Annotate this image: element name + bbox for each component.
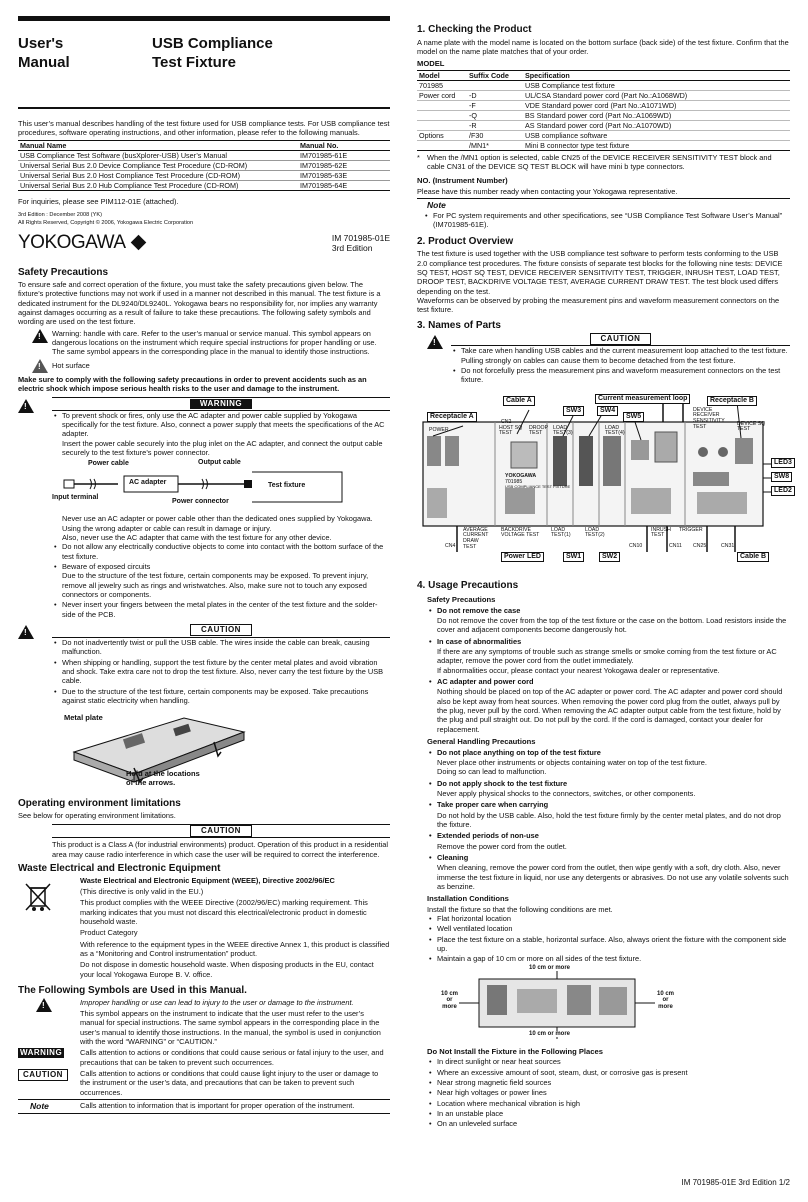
list-item-heading: • Do not apply shock to the test fixture <box>427 779 790 788</box>
table-cell: UL/CSA Standard power cord (Part No.:A1068WD) <box>523 90 790 100</box>
table-row <box>417 100 790 110</box>
overview-text: The test fixture is used together with the USB compliance test software to perform tests conforming to the USB 2.0 compliance test procedures. The fixture consists of separate test blocks for the following nine tests: DEVICE SQ TEST, HOST SQ TEST, DEVICE RECEIVER SENSITIVITY TEST, TRIGGER, INRUSH TEST, LOAD TEST, DROOP TEST, BACKDRIVE VOLTAGE TEST, AVERAGE CURRENT DRAW TEST. The test block used differs depending on the test. <box>417 249 783 296</box>
weee-subtitle: Waste Electrical and Electronic Equipment (WEEE), Directive 2002/96/EC <box>80 875 335 885</box>
table-cell: BS Standard power cord (Part No.:A1069WD) <box>523 110 790 120</box>
table-cell: Universal Serial Bus 2.0 Hub Compliance Test Procedure (CD-ROM) <box>18 181 298 191</box>
usage-sp-title: Safety Precautions <box>427 595 496 605</box>
table-cell <box>417 120 467 130</box>
warning-triangle-icon <box>32 329 48 343</box>
table-cell: /MN1* <box>467 140 523 150</box>
callout-cable-a: Cable A <box>503 396 535 407</box>
weee-block <box>18 876 390 981</box>
ic-intro: Install the fixture so that the following conditions are met. <box>427 904 613 914</box>
usage-dn-list <box>427 1057 790 1128</box>
safety-symbol2 <box>32 359 390 375</box>
list-item-text: Nothing should be placed on top of the AC adapter or power cord. The AC adapter and power cord should also be kept away from heat sources. When removing the power cord plug from the outlet, always pull by the plug, never pull by the cord. When removing the AC adapter output cable from the test fixture, hold by the plug and pull straight out. Do not pull by the cord. If the cord is damaged, contact your dealer for replacement. <box>437 687 783 734</box>
hot-surface-icon <box>32 359 48 373</box>
table-cell: USB Compliance test fixture <box>523 80 790 90</box>
board-brand: YOKOGAWA <box>505 472 537 479</box>
callout-power-led: Power LED <box>501 552 544 563</box>
weee-p2: This product complies with the WEEE Directive (2002/96/EC) marking requirement. This marking indicates that you must not discard this electrical/electronic product in domestic household waste. <box>80 898 368 926</box>
clearance-drawing <box>457 965 657 1041</box>
list-item-text: Do not hold by the USB cable. Also, hold the test fixture firmly by the center metal plates, and do not drop the fixture. <box>437 810 781 829</box>
list-item-heading: • In case of abnormalities <box>427 637 790 646</box>
table-cell: Options <box>417 130 467 140</box>
usage-ic-title: Installation Conditions <box>427 894 509 904</box>
usage-ic-list <box>427 905 790 964</box>
warning-triangle-icon <box>427 335 443 349</box>
board-label-cn11: CN11 <box>669 542 682 549</box>
table-cell: IM701985-62E <box>298 161 390 171</box>
list-item-text: Do not remove the cover from the top of the test fixture or the case on the bottom. Load resistors inside the cover and adjacent components become dangerously hot. <box>437 616 787 635</box>
list-item: • Do not forcefully press the measurement pins and waveform measurement connectors on the test fixture. <box>451 366 790 385</box>
list-item-heading: • Extended periods of non-use <box>427 831 790 840</box>
warning-triangle-icon <box>18 399 34 413</box>
note-box <box>417 198 790 229</box>
table-cell: USB Compliance Test Software (busXplorer-USB) User’s Manual <box>18 151 298 161</box>
table-cell: Universal Serial Bus 2.0 Host Compliance Test Procedure (CD-ROM) <box>18 171 298 181</box>
gap-left-2: or <box>446 997 453 1004</box>
warning-p1b: Insert the power cable securely into the plug inlet on the AC adapter, and connect the output cable securely to the test fixture’s power connector. <box>62 438 383 458</box>
callout-sw4: SW4 <box>597 406 618 417</box>
list-item: • Take care when handling USB cables and the current measurement loop attached to the test fixture. Pulling strongly on cables can cause them to become detached from the test fixture. <box>451 346 790 365</box>
right-column <box>417 24 790 1130</box>
symbol-text: This symbol appears on the instrument to indicate that the user must refer to the user’s manual for special instructions. The same symbol appears in the corresponding place in the user’s manual to identify those instructions. In the manual, the symbol is used in conjunction with the word “WARNING” or “CAUTION.” <box>80 1008 381 1046</box>
checking-intro: A name plate with the model name is located on the bottom surface (back side) of the test fixture. Confirm that the model on the name plate matches that of your order. <box>417 37 789 56</box>
list-item: • Where an excessive amount of soot, steam, dust, or corrosive gas is present <box>427 1068 790 1077</box>
list-item: • Do not inadvertently twist or pull the USB cable. The wires inside the cable can break, causing malfunction. <box>52 638 390 657</box>
callout-cable-b: Cable B <box>737 552 769 563</box>
manuals-header-name: Manual Name <box>18 141 298 151</box>
usage-dn-title: Do Not Install the Fixture in the Following Places <box>427 1046 603 1056</box>
list-item: • When shipping or handling, support the test fixture by the center metal plates and avoid vibration and shock. Take extra care not to drop the test fixture. Also, never carry the test fixture by the USB cable. <box>52 658 390 686</box>
symbol1-text: Warning: handle with care. Refer to the user’s manual or service manual. This symbol appears on dangerous locations on the instrument which require special instructions for proper handling or use. The same symbol appears in the corresponding place in the manual to identify those instructions. <box>52 328 377 357</box>
board-label-load1: LOAD TEST(1) <box>551 526 571 539</box>
table-row <box>18 161 390 171</box>
table-cell: AS Standard power cord (Part No.:A1070WD) <box>523 120 790 130</box>
callout-led2: LED2 <box>771 486 795 497</box>
yokogawa-logo <box>18 231 144 255</box>
warning-p2b: Also, never use the AC adapter that came with the test fixture for any other device. <box>62 533 332 543</box>
list-item: • Do not allow any electrically conductive objects to come into contact with the bottom surface of the test fixture. <box>52 542 390 561</box>
intro-text: This user’s manual describes handling of the test fixture used for USB compliance tests. For USB compliance test procedures, software operating instructions, and other information, please refer to the following manuals. <box>18 118 390 137</box>
weee-p1: (This directive is only valid in the EU.) <box>80 887 204 896</box>
board-label-trigger: TRIGGER <box>679 526 703 533</box>
safety-symbol1 <box>32 329 390 359</box>
symbol2-text: Hot surface <box>52 361 90 371</box>
callout-sw5: SW5 <box>623 412 644 423</box>
gap-right-3: more <box>658 1003 673 1010</box>
manual-title-line1: User's <box>18 35 64 52</box>
gap-right <box>657 991 674 1011</box>
warning-label: WARNING <box>190 399 252 409</box>
manual-title-line2: Manual <box>18 53 70 71</box>
table-row <box>417 80 790 90</box>
title-rule <box>18 107 390 109</box>
weee-p3: Product Category <box>80 928 138 938</box>
output-cable-label: Output cable <box>198 459 241 467</box>
table-row <box>18 151 390 161</box>
test-fixture-label: Test fixture <box>268 482 306 490</box>
table-cell: Universal Serial Bus 2.0 Device Compliance Test Procedure (CD-ROM) <box>18 161 298 171</box>
warning-text: Calls attention to actions or conditions that could cause serious or fatal injury to the user, and precautions that can be taken to prevent such occurrences. <box>80 1048 384 1067</box>
crossed-bin-icon <box>24 882 52 914</box>
safety-intro: To ensure safe and correct operation of the fixture, you must take the safety precautions given below. The fixture’s protective functions may not work if used in a manner not described in this manual. The test fixture is a dedicated instrument for the DL9240/DL9240L. Yokogawa bears no responsibility for, nor implies any warranty against damages occurring as a result of failure to take these precautions. The following safety symbols and wording are used on the test fixture. <box>18 280 381 327</box>
warning-block <box>18 397 390 620</box>
table-cell: IM701985-61E <box>298 151 390 161</box>
board-model: 701985 <box>505 478 523 485</box>
usage-gh-list <box>427 748 790 892</box>
table-row <box>417 140 790 150</box>
table-row <box>18 181 390 191</box>
board-label-cn10: CN10 <box>629 542 643 549</box>
board-label-load2: LOAD TEST(2) <box>585 526 605 539</box>
list-item: • Due to the structure of the test fixture, certain components may be exposed. Take precautions against static electricity when handling. <box>52 687 390 706</box>
table-row <box>417 130 790 140</box>
gap-top: 10 cm or more <box>529 964 571 971</box>
safety-title: Safety Precautions <box>18 266 109 278</box>
usage-title: 4. Usage Precautions <box>417 579 519 591</box>
board-label-load4: LOAD TEST(4) <box>605 424 625 437</box>
footnote: * When the /MN1 option is selected, cable CN25 of the DEVICE RECEIVER SENSITIVITY TEST block and cable CN31 of the DEVICE SQ TEST BLOCK will have mini b type connectors. <box>417 153 790 174</box>
copyright: All Rights Reserved, Copyright © 2006, Yokogawa Electric Corporation <box>18 219 194 226</box>
list-item-heading: • Cleaning <box>427 853 790 862</box>
doc-title-line2: Test Fixture <box>152 53 236 71</box>
env-sub: See below for operating environment limitations. <box>18 811 176 821</box>
names-caution <box>417 333 790 385</box>
symbol-row <box>18 1048 390 1069</box>
logo-text: YOKOGAWA <box>18 231 126 253</box>
list-item-heading: • Do not place anything on top of the test fixture <box>427 748 790 757</box>
table-row <box>417 90 790 100</box>
weee-title: Waste Electrical and Electronic Equipment <box>18 863 221 875</box>
list-item-heading: • Take proper care when carrying <box>427 800 790 809</box>
table-cell: -R <box>467 120 523 130</box>
weee-p4: With reference to the equipment types in the WEEE directive Annex 1, this product is classified as a “Monitoring and Control instrumentation” product. <box>80 939 390 958</box>
list-item: • Place the test fixture on a stable, horizontal surface. Also, always orient the fixture with the component side up. <box>427 935 790 954</box>
board-label-cn4: CN4 <box>445 542 456 549</box>
edition-note: 3rd Edition : December 2008 (YK) <box>18 212 102 219</box>
clearance-diagram <box>427 965 790 1041</box>
list-item: • Flat horizontal location <box>427 914 790 923</box>
usage-gh-title: General Handling Precautions <box>427 737 536 747</box>
title-block <box>18 35 390 87</box>
env-title: Operating environment limitations <box>18 798 181 810</box>
model-label: MODEL <box>417 59 445 69</box>
callout-sw8: SW8 <box>771 472 792 483</box>
top-rule <box>18 16 390 21</box>
input-terminal-label: Input terminal <box>52 494 99 502</box>
logo-row <box>18 231 390 255</box>
warning-p1: To prevent shock or fires, only use the AC adapter and power cable supplied by Yokogawa specifically for the test fixture. Also, connect a power supply that meets the specifications of the AC adapter. <box>62 410 385 439</box>
gap-left-3: more <box>442 1003 457 1010</box>
symbol-italic: Improper handling or use can lead to injury to the user or damage to the instrument. <box>80 997 354 1007</box>
hold-line1: Hold at the locations <box>126 769 200 779</box>
safety-bold-note: Make sure to comply with the following safety precautions in order to prevent accidents such as an electric shock which impose serious health risks to the user and damage to the instrument. <box>18 375 367 394</box>
board-label-drst: DEVICE RECEIVER SENSITIVITY TEST <box>693 406 725 430</box>
manuals-table <box>18 140 390 191</box>
list-item-text: If abnormalities occur, please contact your nearest Yokogawa dealer or representative. <box>437 665 720 675</box>
callout-sw2: SW2 <box>599 552 620 563</box>
list-item <box>52 411 390 458</box>
board-label-dsq: DEVICE SQ TEST <box>737 420 766 433</box>
model-header: Model <box>417 70 467 80</box>
hold-line2: of the arrows. <box>126 778 176 788</box>
doc-number: IM 701985-01E <box>331 232 390 243</box>
table-cell <box>417 140 467 150</box>
warning-p4: Beware of exposed circuits <box>62 562 151 572</box>
power-connection-diagram <box>52 458 390 514</box>
table-row <box>18 171 390 181</box>
table-cell: USB compliance software <box>523 130 790 140</box>
table-cell: Mini B connector type test fixture <box>523 140 790 150</box>
symbols-title: The Following Symbols are Used in this Manual. <box>18 984 247 996</box>
no-title: NO. (Instrument Number) <box>417 176 508 186</box>
table-cell <box>417 100 467 110</box>
board-label-inrush: INRUSH TEST <box>651 526 671 539</box>
suffix-header: Suffix Code <box>467 70 523 80</box>
names-title: 3. Names of Parts <box>417 319 501 331</box>
ac-adapter-label: AC adapter <box>129 479 167 487</box>
board-label-droop: DROOP TEST <box>529 424 548 437</box>
metal-plate-label: Metal plate <box>64 713 103 723</box>
list-item-text: Never place other instruments or objects containing water on top of the test fixture. <box>437 757 707 767</box>
symbol-row <box>18 998 390 1049</box>
no-text: Please have this number ready when contacting your Yokogawa representative. <box>417 187 678 197</box>
list-item: • Location where mechanical vibration is high <box>427 1099 790 1108</box>
board-label-cn2: CN2 <box>501 418 512 425</box>
gap-left-1: 10 cm <box>441 990 459 997</box>
env-caution-header <box>52 824 390 838</box>
weee-p5: Do not dispose in domestic household waste. When disposing products in the EU, contact your local Yokogawa Europe B. V. office. <box>80 960 374 979</box>
doc-title-line1: USB Compliance <box>152 35 273 52</box>
table-cell: Power cord <box>417 90 467 100</box>
table-cell <box>417 110 467 120</box>
overview-text2: Waveforms can be observed by probing the measurement pins and waveform measurement connectors on the test fixture. <box>417 295 780 315</box>
warning-p2: Never use an AC adapter or power cable other than the dedicated ones supplied by Yokogawa. Using the wrong adapter or cable can result in damage or injury. <box>62 514 373 533</box>
list-item: • Near strong magnetic field sources <box>427 1078 790 1087</box>
table-cell <box>467 80 523 90</box>
caution-block <box>18 623 390 706</box>
list-item-heading: • AC adapter and power cord <box>427 677 790 686</box>
env-caution-label: CAUTION <box>190 825 252 837</box>
board-label-backdrive: BACKDRIVE VOLTAGE TEST <box>501 526 540 539</box>
warning-label: WARNING <box>20 1048 63 1058</box>
page-footer: IM 701985-01E 3rd Edition 1/2 <box>681 1178 790 1187</box>
note-label: Note <box>30 1100 49 1111</box>
list-item-text: Doing so can lead to malfunction. <box>437 767 547 777</box>
list-item: • On an unleveled surface <box>427 1119 790 1128</box>
caution-label: CAUTION <box>18 1069 68 1081</box>
list-item: • In direct sunlight or near heat sources <box>427 1057 790 1066</box>
parts-diagram <box>417 392 790 570</box>
table-cell: IM701985-64E <box>298 181 390 191</box>
edition: 3rd Edition <box>331 243 373 254</box>
board-name: USB COMPLIANCE TEST FIXTURE <box>505 483 571 489</box>
metal-plate-illustration <box>18 706 390 792</box>
list-item: • Near high voltages or power lines <box>427 1088 790 1097</box>
table-cell: -Q <box>467 110 523 120</box>
spec-header: Specification <box>523 70 790 80</box>
list-item-text: Never apply physical shocks to the connectors, switches, or other components. <box>437 788 696 798</box>
diamond-icon <box>130 235 146 251</box>
table-row <box>417 110 790 120</box>
table-cell: -D <box>467 90 523 100</box>
power-cable-label: Power cable <box>88 460 129 468</box>
list-item-text: When cleaning, remove the power cord from the outlet, then wipe gently with a soft, dry cloth. Also, never immerse the test fixture in liquid, nor use any detergents or abrasives. Do not use any volatile solvents such as benzine. <box>437 863 789 891</box>
names-caution-header <box>451 333 790 346</box>
callout-sw3: SW3 <box>563 406 584 417</box>
list-item: • Maintain a gap of 10 cm or more on all sides of the test fixture. <box>427 954 790 963</box>
symbol-row <box>18 1069 390 1099</box>
caution-text: Calls attention to actions or conditions that could cause light injury to the user or damage to the instrument or the user’s data, and precautions that can be taken to prevent such occurrences. <box>80 1068 379 1097</box>
list-item: • Well ventilated location <box>427 924 790 933</box>
usage-sp-list <box>427 606 790 734</box>
callout-current-loop: Current measurement loop <box>595 394 690 405</box>
board-label-cn25: CN25 <box>693 542 707 549</box>
board-label-cn31: CN31 <box>721 542 735 549</box>
table-row <box>417 120 790 130</box>
list-item <box>52 562 390 599</box>
note-label: Note <box>427 200 446 211</box>
list-item: • For PC system requirements and other specifications, see “USB Compliance Test Software User’s Manual” (IM701985-61E). <box>423 211 790 230</box>
gap-right-2: or <box>662 997 669 1004</box>
symbol-row <box>18 1099 390 1114</box>
warning-p2-block <box>52 514 390 542</box>
callout-sw1: SW1 <box>563 552 584 563</box>
board-label-load3: LOAD TEST(3) <box>553 424 573 437</box>
caution-header <box>52 623 390 638</box>
list-item-heading: • Do not remove the case <box>427 606 790 615</box>
warning-triangle-icon <box>36 998 52 1012</box>
warning-header <box>52 397 390 411</box>
board-label-avg: AVERAGE CURRENT DRAW TEST <box>463 526 489 550</box>
list-item: • In an unstable place <box>427 1109 790 1118</box>
warning-p4b: Due to the structure of the test fixture, certain components may be exposed. To prevent injury, remove all jewelry such as rings and wristwatches. Also, make sure not to touch any exposed connectors or components. <box>62 571 369 600</box>
callout-receptacle-b: Receptacle B <box>707 396 757 407</box>
gap-right-1: 10 cm <box>657 990 675 997</box>
checking-title: 1. Checking the Product <box>417 24 532 35</box>
callout-receptacle-a: Receptacle A <box>427 412 477 423</box>
warning-triangle-icon <box>18 625 34 639</box>
table-cell: VDE Standard power cord (Part No.:A1071WD) <box>523 100 790 110</box>
model-table <box>417 70 790 151</box>
names-caution-label: CAUTION <box>590 333 652 345</box>
table-cell: -F <box>467 100 523 110</box>
table-cell: 701985 <box>417 80 467 90</box>
table-cell: IM701985-63E <box>298 171 390 181</box>
list-item-text: If there are any symptoms of trouble such as strange smells or smoke coming from the test fixture or AC adapter, remove the power cord from the outlet immediately. <box>437 647 777 666</box>
caution-label: CAUTION <box>190 624 252 636</box>
table-cell: /F30 <box>467 130 523 140</box>
list-item: • Never insert your fingers between the metal plates in the center of the test fixture and the solder-side of the PCB. <box>52 600 390 619</box>
inquiries-text: For inquiries, please see PIM112-01E (attached). <box>18 197 179 207</box>
footnote-text: When the /MN1 option is selected, cable CN25 of the DEVICE RECEIVER SENSITIVITY TEST block and cable CN31 of the DEVICE SQ TEST BLOCK will have mini b type connectors. <box>427 152 772 172</box>
board-label-host-sq: HOST SQ TEST <box>499 424 523 437</box>
overview-title: 2. Product Overview <box>417 235 514 247</box>
note-text: Calls attention to information that is important for proper operation of the instrument. <box>80 1100 355 1110</box>
env-text: This product is a Class A (for industrial environments) product. Operation of this product in a residential area may cause radio interference in which case the user will be required to correct the interference. <box>52 840 389 859</box>
callout-led3: LED3 <box>771 458 795 469</box>
left-column <box>18 16 390 1114</box>
manuals-header-no: Manual No. <box>298 141 390 151</box>
gap-left <box>441 991 458 1011</box>
power-connector-label: Power connector <box>172 498 229 506</box>
list-item-text: Remove the power cord from the outlet. <box>437 841 567 851</box>
board-label-power: POWER <box>429 426 449 433</box>
gap-bottom: 10 cm or more <box>529 1030 571 1037</box>
